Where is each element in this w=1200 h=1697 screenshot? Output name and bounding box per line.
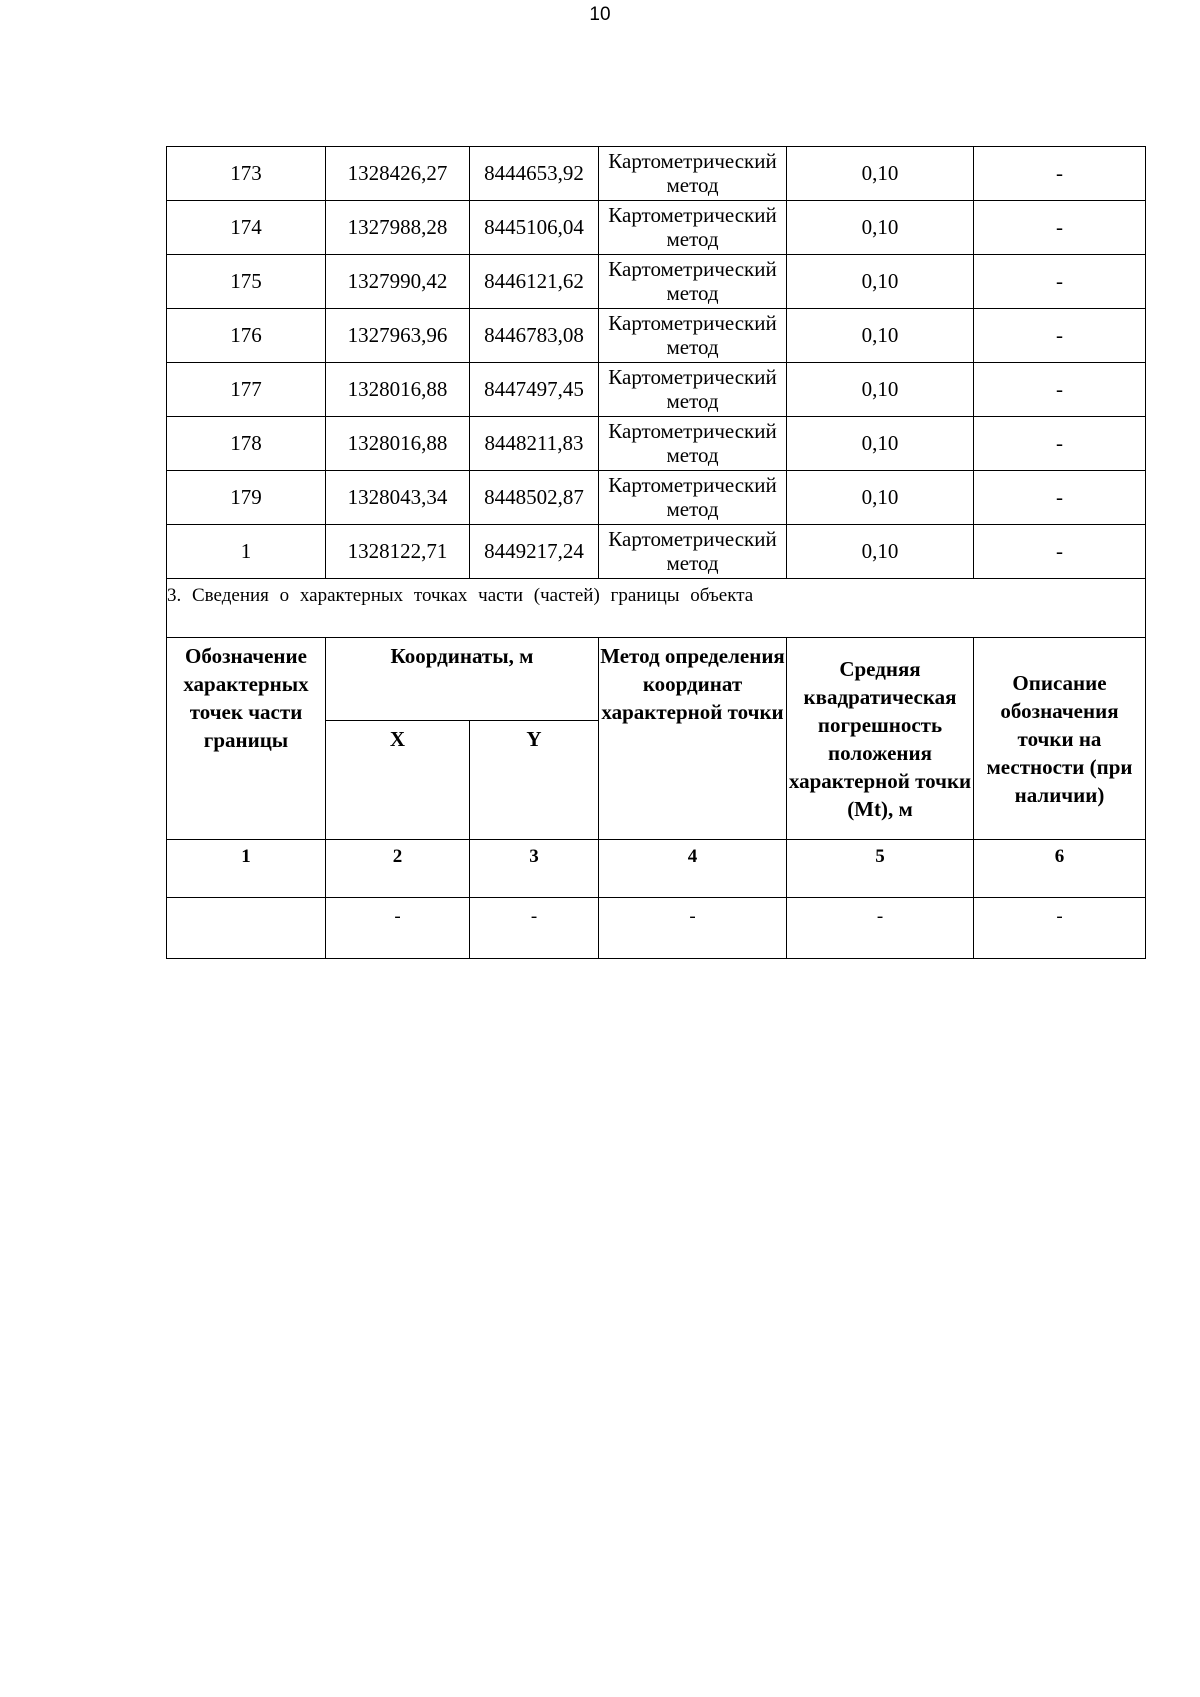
x-coordinate-cell: 1327990,42: [326, 255, 470, 309]
description-cell: -: [974, 147, 1146, 201]
column-number: 6: [974, 840, 1146, 898]
method-cell: Картометрический метод: [599, 363, 787, 417]
empty-cell: -: [787, 898, 974, 959]
description-cell: -: [974, 201, 1146, 255]
header-x: X: [326, 721, 470, 840]
error-cell: 0,10: [787, 471, 974, 525]
error-cell: 0,10: [787, 363, 974, 417]
method-cell: Картометрический метод: [599, 255, 787, 309]
method-cell: Картометрический метод: [599, 147, 787, 201]
table-row: [167, 525, 1146, 579]
method-cell: Картометрический метод: [599, 525, 787, 579]
y-coordinate-cell: 8444653,92: [470, 147, 599, 201]
error-cell: 0,10: [787, 309, 974, 363]
x-coordinate-cell: 1327963,96: [326, 309, 470, 363]
coordinates-table: [166, 146, 1146, 959]
column-number: 3: [470, 840, 599, 898]
y-coordinate-cell: 8446783,08: [470, 309, 599, 363]
empty-cell: -: [470, 898, 599, 959]
point-number-cell: 174: [167, 201, 326, 255]
header-error: Средняя квадратическая погрешность положения характерной точки (Mt), м: [787, 638, 974, 840]
description-cell: -: [974, 363, 1146, 417]
empty-cell: -: [326, 898, 470, 959]
point-number-cell: 177: [167, 363, 326, 417]
method-cell: Картометрический метод: [599, 471, 787, 525]
error-cell: 0,10: [787, 255, 974, 309]
column-number: 1: [167, 840, 326, 898]
header-description: Описание обозначения точки на местности (при наличии): [974, 638, 1146, 840]
description-cell: -: [974, 309, 1146, 363]
y-coordinate-cell: 8446121,62: [470, 255, 599, 309]
table-row: [167, 363, 1146, 417]
y-coordinate-cell: 8445106,04: [470, 201, 599, 255]
section3-empty-row: [167, 898, 1146, 959]
description-cell: -: [974, 255, 1146, 309]
column-numbers-row: [167, 840, 1146, 898]
x-coordinate-cell: 1328016,88: [326, 363, 470, 417]
empty-cell: [167, 898, 326, 959]
table-row: [167, 201, 1146, 255]
header-y: Y: [470, 721, 599, 840]
point-number-cell: 173: [167, 147, 326, 201]
table-row: [167, 471, 1146, 525]
point-number-cell: 176: [167, 309, 326, 363]
header-designation: Обозначение характерных точек части границы: [167, 638, 326, 840]
point-number-cell: 175: [167, 255, 326, 309]
table-row: [167, 255, 1146, 309]
description-cell: -: [974, 525, 1146, 579]
column-number: 2: [326, 840, 470, 898]
x-coordinate-cell: 1327988,28: [326, 201, 470, 255]
method-cell: Картометрический метод: [599, 201, 787, 255]
table-row: [167, 147, 1146, 201]
y-coordinate-cell: 8448211,83: [470, 417, 599, 471]
x-coordinate-cell: 1328122,71: [326, 525, 470, 579]
table-row: [167, 417, 1146, 471]
point-number-cell: 179: [167, 471, 326, 525]
description-cell: -: [974, 471, 1146, 525]
y-coordinate-cell: 8447497,45: [470, 363, 599, 417]
section3-header-row: [167, 638, 1146, 721]
section3-block: [167, 579, 1146, 959]
header-method: Метод определения координат характерной точки: [599, 638, 787, 840]
point-number-cell: 1: [167, 525, 326, 579]
error-cell: 0,10: [787, 201, 974, 255]
point-number-cell: 178: [167, 417, 326, 471]
table-row: [167, 309, 1146, 363]
description-cell: -: [974, 417, 1146, 471]
method-cell: Картометрический метод: [599, 417, 787, 471]
error-cell: 0,10: [787, 525, 974, 579]
y-coordinate-cell: 8448502,87: [470, 471, 599, 525]
x-coordinate-cell: 1328426,27: [326, 147, 470, 201]
column-number: 5: [787, 840, 974, 898]
method-cell: Картометрический метод: [599, 309, 787, 363]
section3-title-row: [167, 579, 1146, 638]
error-cell: 0,10: [787, 417, 974, 471]
x-coordinate-cell: 1328016,88: [326, 417, 470, 471]
page-number: 10: [589, 4, 611, 25]
column-number: 4: [599, 840, 787, 898]
section3-title: 3. Сведения о характерных точках части (частей) границы объекта: [167, 579, 1146, 638]
y-coordinate-cell: 8449217,24: [470, 525, 599, 579]
empty-cell: -: [974, 898, 1146, 959]
error-cell: 0,10: [787, 147, 974, 201]
empty-cell: -: [599, 898, 787, 959]
coordinates-table-body: [167, 147, 1146, 579]
x-coordinate-cell: 1328043,34: [326, 471, 470, 525]
header-coordinates: Координаты, м: [326, 638, 599, 721]
